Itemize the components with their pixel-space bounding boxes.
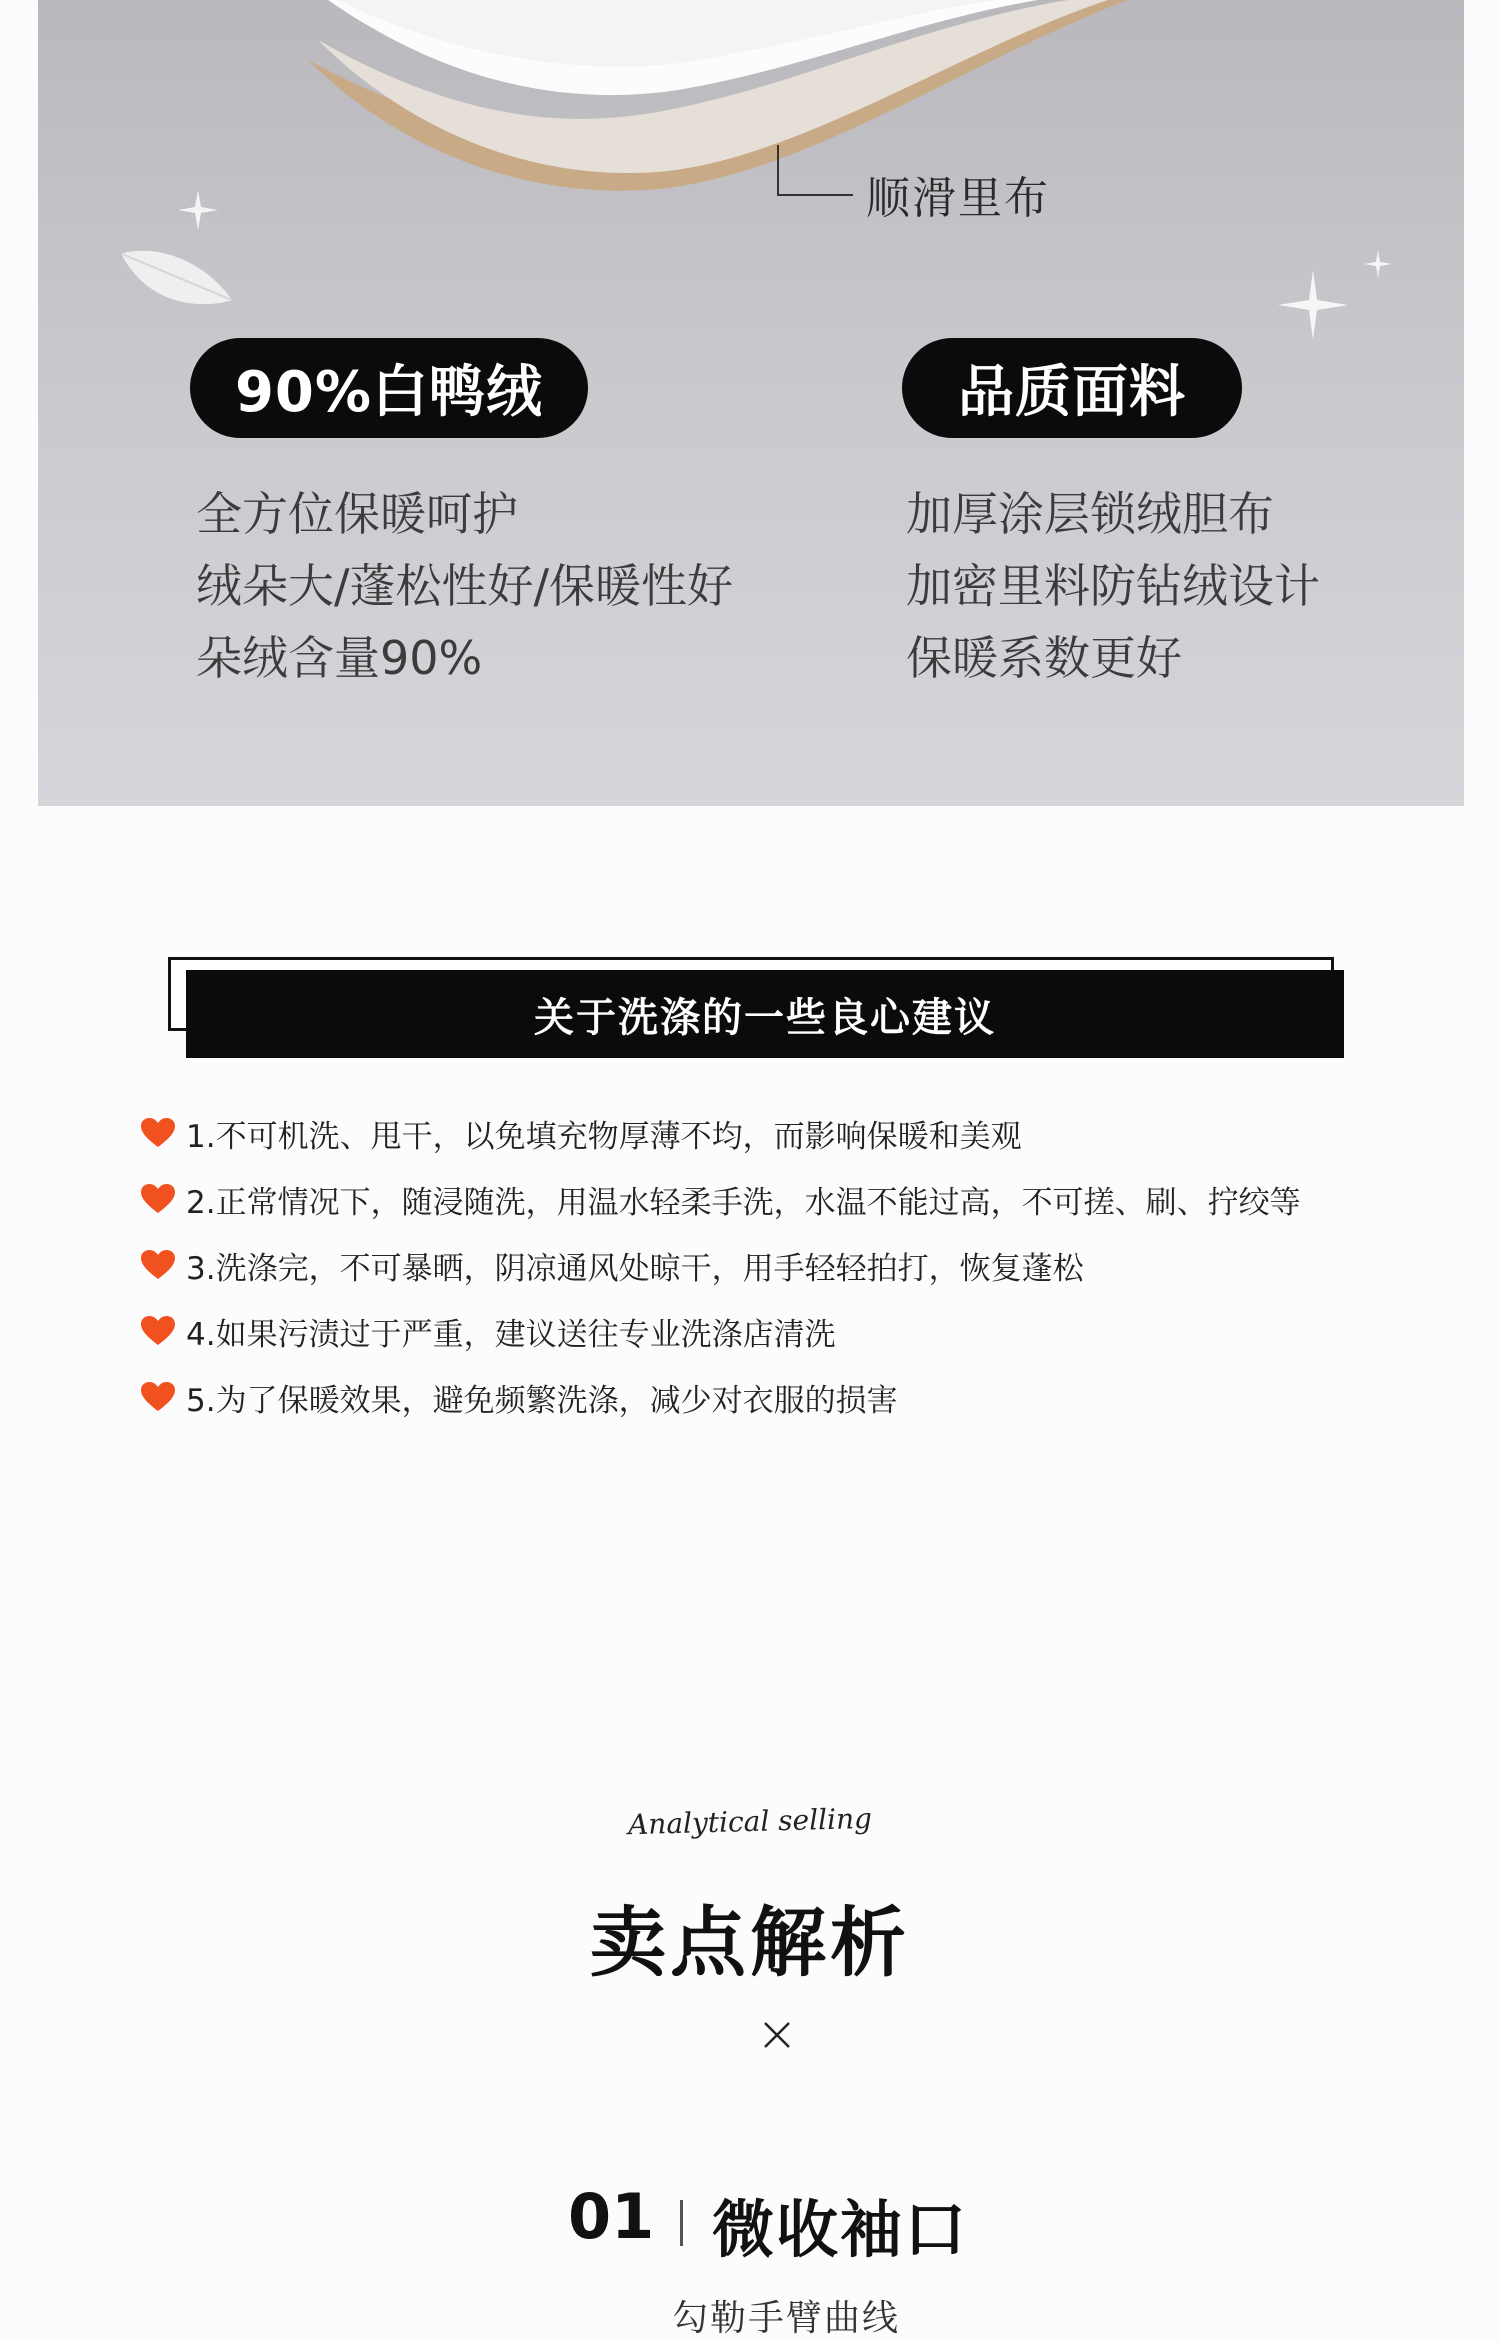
times-icon xyxy=(762,2020,792,2050)
feature-line: 全方位保暖呵护 xyxy=(196,487,518,541)
tip-text: 4.如果污渍过于严重，建议送往专业洗涤店清洗 xyxy=(186,1316,836,1353)
washing-advice-title: 关于洗涤的一些良心建议 xyxy=(186,970,1344,1058)
tip-text: 1.不可机洗、甩干，以免填充物厚薄不均，而影响保暖和美观 xyxy=(186,1118,1022,1155)
section-number: 01 xyxy=(568,2180,655,2253)
feature-line: 加密里料防钻绒设计 xyxy=(906,559,1320,613)
feature-line: 保暖系数更好 xyxy=(906,631,1182,685)
feature-line: 绒朵大/蓬松性好/保暖性好 xyxy=(196,559,733,613)
tip-text: 5.为了保暖效果，避免频繁洗涤，减少对衣服的损害 xyxy=(186,1382,898,1419)
list-item xyxy=(140,1166,1301,1232)
list-item xyxy=(140,1232,1301,1298)
tip-text: 3.洗涤完，不可暴晒，阴凉通风处晾干，用手轻轻拍打，恢复蓬松 xyxy=(186,1250,1084,1287)
list-item xyxy=(140,1364,1301,1430)
tip-text: 2.正常情况下，随浸随洗，用温水轻柔手洗，水温不能过高，不可搓、刷、拧绞等 xyxy=(186,1184,1301,1221)
heart-icon xyxy=(140,1183,176,1215)
quality-fabric-badge: 品质面料 xyxy=(902,338,1242,438)
fabric-feature-list xyxy=(906,478,1320,694)
feature-line: 加厚涂层锁绒胆布 xyxy=(906,487,1274,541)
list-item xyxy=(140,1100,1301,1166)
list-item xyxy=(140,1298,1301,1364)
washing-tips-list xyxy=(140,1100,1301,1430)
feature-line: 朵绒含量90% xyxy=(196,631,483,685)
heart-icon xyxy=(140,1381,176,1413)
duck-down-badge: 90%白鸭绒 xyxy=(190,338,588,438)
section-divider xyxy=(680,2200,683,2246)
product-material-panel xyxy=(38,0,1464,806)
selling-points-title: 卖点解析 xyxy=(590,1898,910,1987)
heart-icon xyxy=(140,1249,176,1281)
english-subtitle: Analytical selling xyxy=(627,1801,873,1842)
heart-icon xyxy=(140,1315,176,1347)
heart-icon xyxy=(140,1117,176,1149)
section-subtitle: 勾勒手臂曲线 xyxy=(672,2298,901,2339)
section-title: 微收袖口 xyxy=(712,2193,969,2266)
duck-down-feature-list xyxy=(196,478,733,694)
lining-fabric-label: 顺滑里布 xyxy=(866,173,1050,224)
